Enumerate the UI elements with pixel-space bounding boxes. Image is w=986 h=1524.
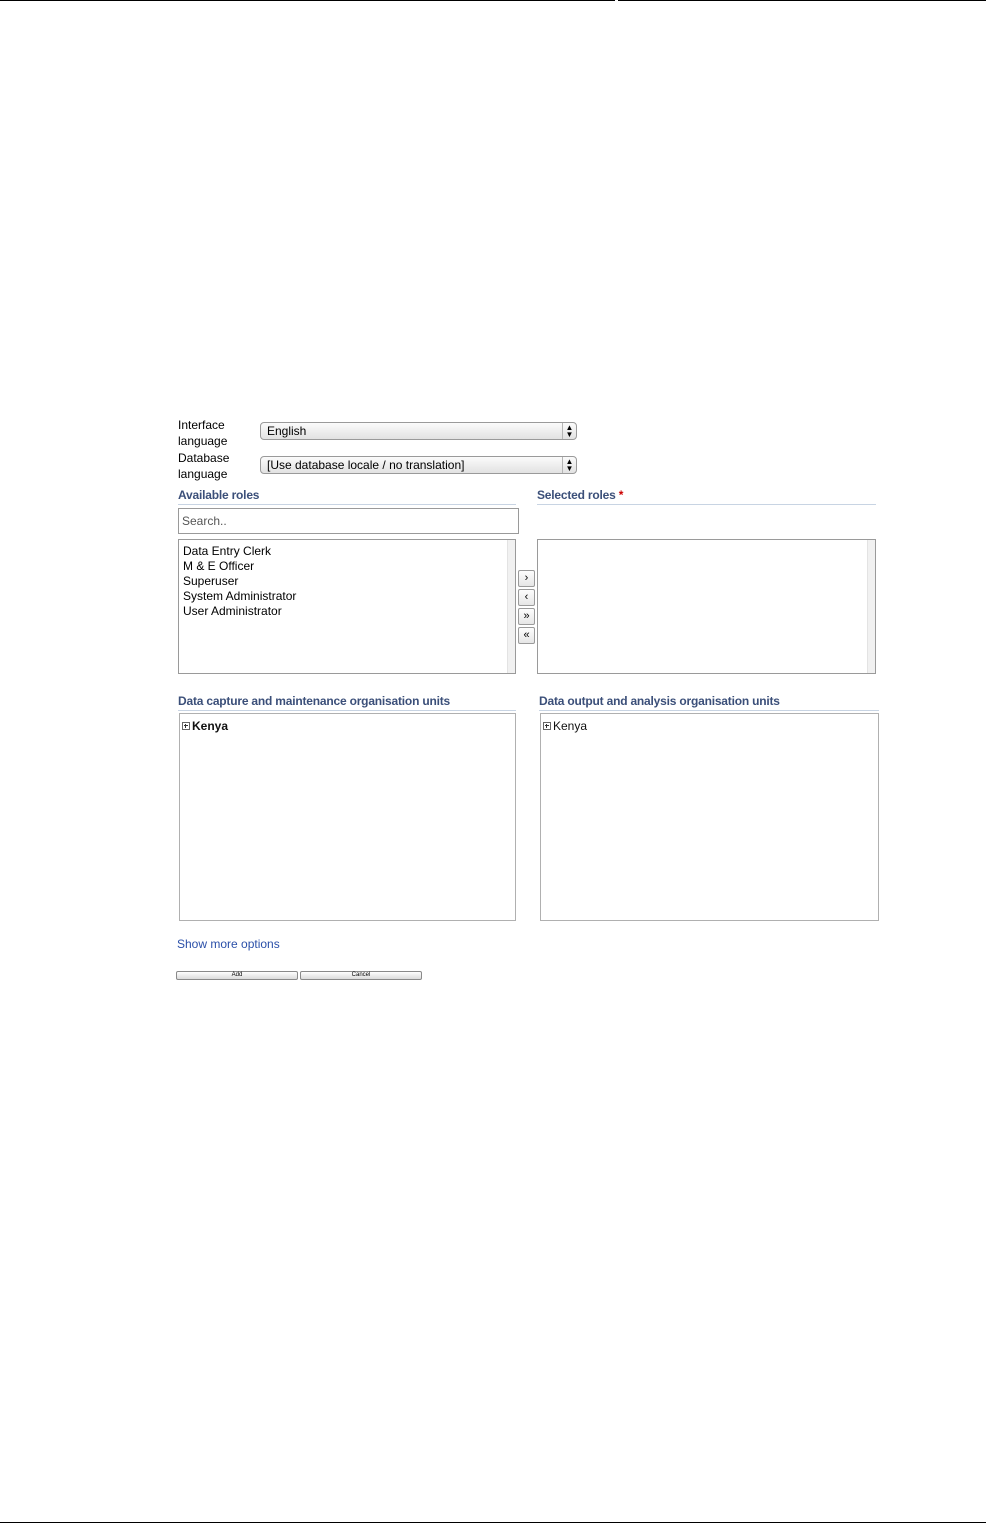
interface-language-label-line2: language: [178, 434, 228, 448]
available-roles-list[interactable]: [178, 539, 516, 674]
scrollbar[interactable]: [867, 540, 875, 673]
list-item[interactable]: Data Entry Clerk: [183, 544, 272, 558]
output-org-units-heading: Data output and analysis organisation units: [539, 694, 780, 708]
tree-node-root[interactable]: [182, 719, 228, 733]
roles-search-input[interactable]: [178, 508, 519, 534]
expand-plus-icon[interactable]: [543, 722, 551, 730]
capture-org-units-divider: [178, 710, 516, 711]
move-right-button[interactable]: ›: [518, 570, 535, 587]
database-language-label-line2: language: [178, 467, 228, 481]
selected-roles-heading: [537, 488, 623, 502]
database-language-label-line1: Database: [178, 451, 230, 465]
cancel-button[interactable]: Cancel: [300, 971, 422, 980]
database-language-label: [178, 450, 229, 482]
required-marker: *: [618, 488, 624, 502]
interface-language-select[interactable]: [260, 422, 577, 440]
page-top-rule: [0, 0, 986, 1]
output-org-units-tree[interactable]: [540, 713, 879, 921]
selected-roles-list[interactable]: [537, 539, 876, 674]
tree-node-root[interactable]: [543, 719, 587, 733]
move-left-button[interactable]: ‹: [518, 589, 535, 606]
available-roles-divider: [178, 504, 516, 505]
interface-language-label: [178, 417, 227, 449]
tree-node-label[interactable]: Kenya: [553, 719, 588, 733]
database-language-select[interactable]: [260, 456, 577, 474]
show-more-options-link[interactable]: Show more options: [177, 937, 280, 951]
database-language-value: [Use database locale / no translation]: [267, 458, 465, 472]
output-org-units-divider: [539, 710, 879, 711]
page-bottom-rule: [0, 1522, 986, 1523]
move-all-right-button[interactable]: »: [518, 608, 535, 625]
scrollbar[interactable]: [507, 540, 515, 673]
selected-roles-heading-text: Selected roles: [537, 488, 616, 502]
select-arrows-icon: ▲ ▼: [562, 457, 576, 473]
list-item[interactable]: M & E Officer: [183, 559, 255, 573]
list-item[interactable]: Superuser: [183, 574, 239, 588]
add-button[interactable]: Add: [176, 971, 298, 980]
move-all-left-button[interactable]: «: [518, 627, 535, 644]
interface-language-value: English: [267, 424, 307, 438]
select-arrows-icon: ▲ ▼: [562, 423, 576, 439]
expand-plus-icon[interactable]: [182, 722, 190, 730]
available-roles-heading: Available roles: [178, 488, 260, 502]
capture-org-units-tree[interactable]: [179, 713, 516, 921]
interface-language-label-line1: Interface: [178, 418, 225, 432]
tree-node-label[interactable]: Kenya: [192, 719, 229, 733]
list-item[interactable]: User Administrator: [183, 604, 282, 618]
list-item[interactable]: System Administrator: [183, 589, 297, 603]
capture-org-units-heading: Data capture and maintenance organisation units: [178, 694, 450, 708]
selected-roles-divider: [537, 504, 876, 505]
